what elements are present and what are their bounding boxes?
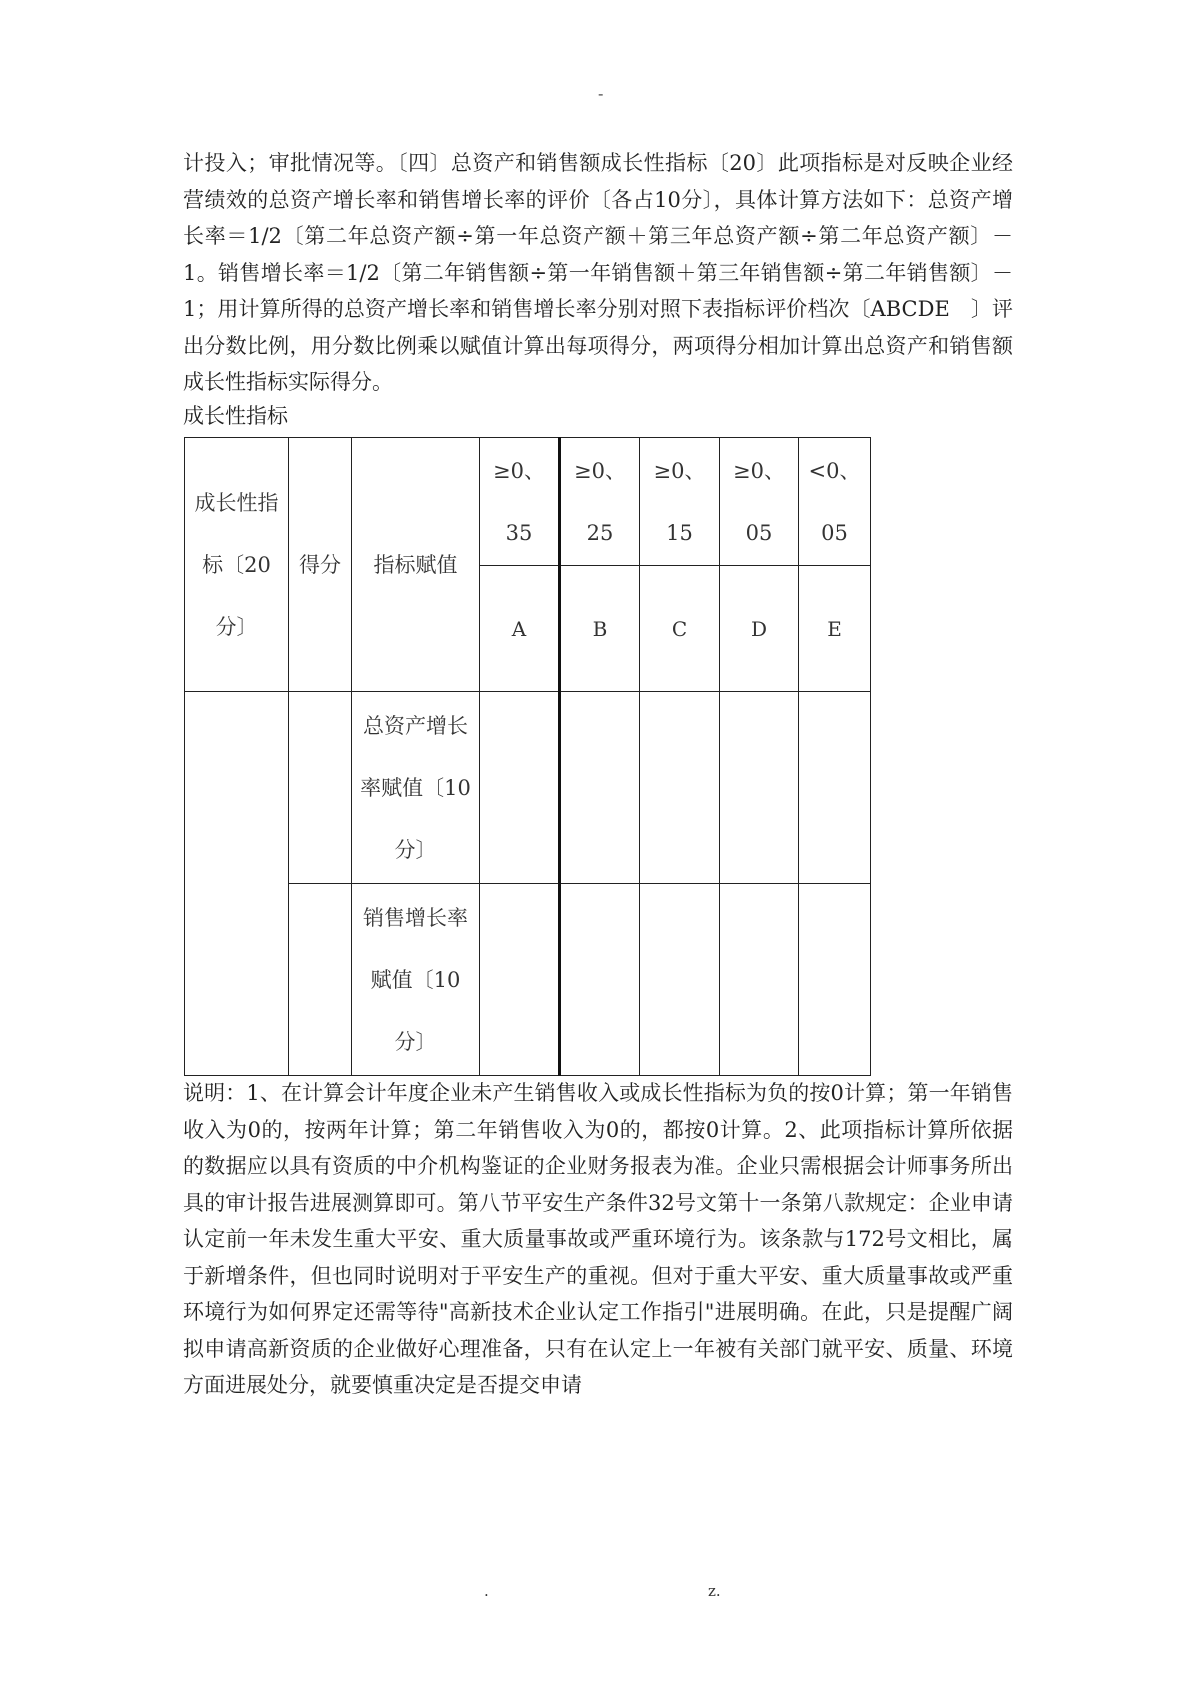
threshold-cell-b: ≥0、25	[560, 438, 640, 566]
threshold-cell-a: ≥0、35	[480, 438, 560, 566]
table-cell	[640, 884, 720, 1076]
table-header-indicator: 成长性指标〔20分〕	[185, 438, 289, 692]
page-header-mark: -	[598, 84, 604, 103]
grade-cell-b: B	[560, 566, 640, 692]
table-cell	[560, 692, 640, 884]
table-cell	[720, 884, 799, 1076]
score-cell-sales	[289, 884, 352, 1076]
grade-cell-c: C	[640, 566, 720, 692]
grade-cell-a: A	[480, 566, 560, 692]
threshold-cell-c: ≥0、15	[640, 438, 720, 566]
table-indicator-body-cell	[185, 692, 289, 1076]
row-label-total-assets: 总资产增长率赋值〔10分〕	[352, 692, 480, 884]
table-cell	[640, 692, 720, 884]
body-paragraph-growth-indicators: 计投入；审批情况等。〔四〕总资产和销售额成长性指标〔20〕此项指标是对反映企业经营绩效的总资产增长率和销售增长率的评价〔各占10分〕，具体计算方法如下：总资产增长率＝1/2〔第二年总资产额÷第一年总资产额＋第三年总资产额÷第二年总资产额〕－1。销售增长率＝1/2〔第二年销售额÷第一年销售额＋第三年销售额÷第二年销售额〕－1；用计算所得的总资产增长率和销售增长率分别对照下表指标评价档次〔ABCDE 〕评出分数比例，用分数比例乘以赋值计算出每项得分，两项得分相加计算出总资产和销售额成长性指标实际得分。	[183, 151, 1013, 394]
footer-left-mark: .	[484, 1582, 489, 1600]
table-header-score: 得分	[289, 438, 352, 692]
footer-right-mark: z.	[708, 1582, 721, 1600]
table-caption: 成长性指标	[183, 404, 288, 428]
table-cell	[480, 692, 560, 884]
growth-indicator-table	[184, 437, 871, 1076]
grade-cell-d: D	[720, 566, 799, 692]
table-cell	[720, 692, 799, 884]
threshold-cell-e: <0、05	[799, 438, 871, 566]
score-cell-assets	[289, 692, 352, 884]
table-cell	[799, 692, 871, 884]
table-cell	[799, 884, 871, 1076]
threshold-cell-d: ≥0、05	[720, 438, 799, 566]
row-label-sales: 销售增长率赋值〔10分〕	[352, 884, 480, 1076]
table-cell	[480, 884, 560, 1076]
table-cell	[560, 884, 640, 1076]
table-header-value: 指标赋值	[352, 438, 480, 692]
body-paragraph-notes: 说明：1、在计算会计年度企业未产生销售收入或成长性指标为负的按0计算；第一年销售收入为0的，按两年计算；第二年销售收入为0的，都按0计算。2、此项指标计算所依据的数据应以具有资质的中介机构鉴证的企业财务报表为准。企业只需根据会计师事务所出具的审计报告进展测算即可。第八节平安生产条件32号文第十一条第八款规定：企业申请认定前一年未发生重大平安、重大质量事故或严重环境行为。该条款与172号文相比，属于新增条件，但也同时说明对于平安生产的重视。但对于重大平安、重大质量事故或严重环境行为如何界定还需等待"高新技术企业认定工作指引"进展明确。在此，只是提醒广阔拟申请高新资质的企业做好心理准备，只有在认定上一年被有关部门就平安、质量、环境方面进展处分，就要慎重决定是否提交申请	[183, 1081, 1013, 1397]
grade-cell-e: E	[799, 566, 871, 692]
